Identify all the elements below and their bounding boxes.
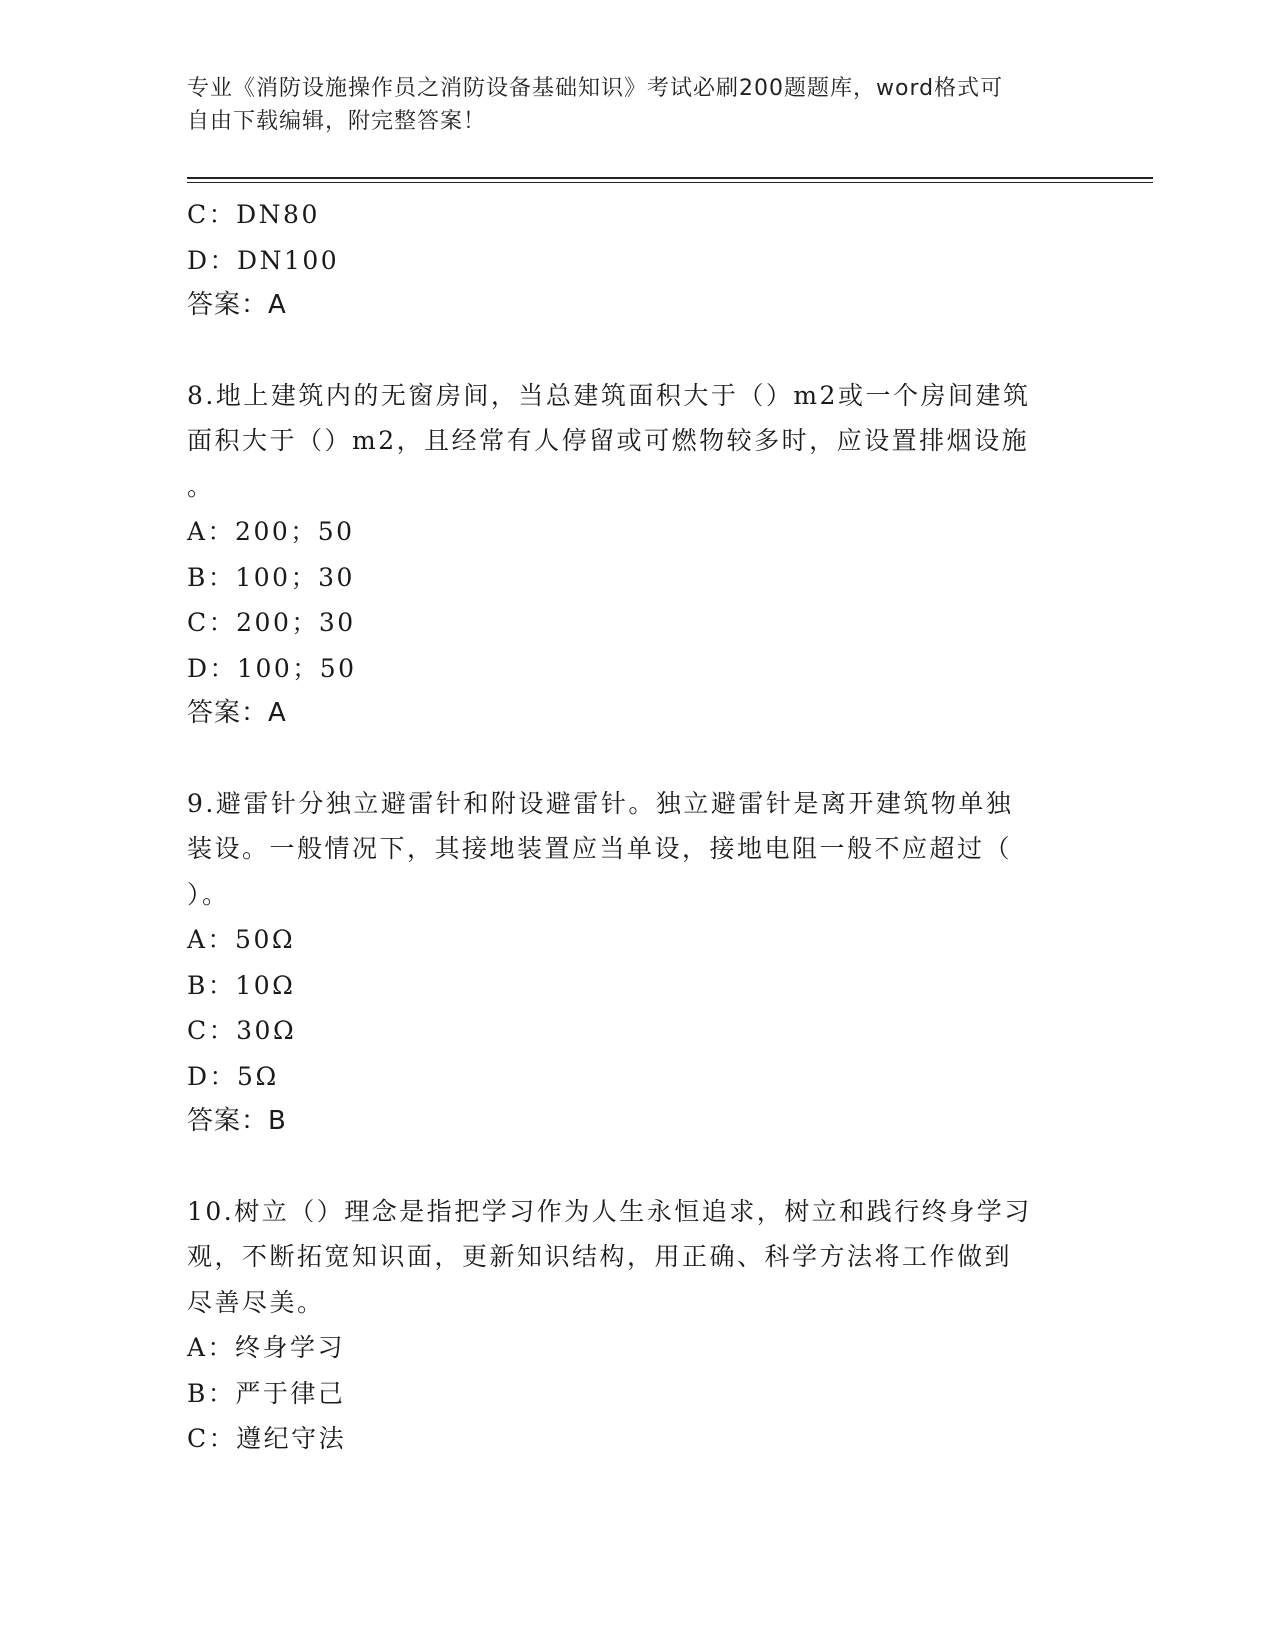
- question-7: [187, 192, 1067, 329]
- option-d: D：DN100: [187, 245, 340, 275]
- question-stem: 。: [187, 471, 215, 501]
- header-line: 自由下载编辑，附完整答案！: [187, 109, 487, 134]
- option-c: C：DN80: [187, 200, 320, 229]
- question-stem: 8.地上建筑内的无窗房间，当总建筑面积大于（）m2或一个房间建筑: [187, 380, 1031, 410]
- document-header: [187, 72, 1067, 138]
- option-d: D：5Ω: [187, 1061, 279, 1091]
- question-stem: ）。: [187, 879, 230, 909]
- option-c: C：200；30: [187, 608, 356, 637]
- question-stem: 9.避雷针分独立避雷针和附设避雷针。独立避雷针是离开建筑物单独: [187, 788, 1014, 818]
- header-divider: [187, 177, 1153, 179]
- option-b: B：严于律己: [187, 1378, 346, 1408]
- question-9: [187, 781, 1067, 1145]
- header-divider-thin: [187, 182, 1153, 183]
- option-b: B：100；30: [187, 562, 355, 592]
- answer-line: 答案：A: [187, 698, 287, 728]
- header-line: 专业《消防设施操作员之消防设备基础知识》考试必刷200题题库，word格式可: [187, 76, 1004, 101]
- question-stem: 尽善尽美。: [187, 1287, 325, 1317]
- answer-line: 答案：A: [187, 290, 287, 320]
- question-list: [187, 192, 1067, 1462]
- question-10: [187, 1189, 1067, 1462]
- option-c: C：30Ω: [187, 1016, 297, 1045]
- option-a: A：200；50: [187, 517, 355, 546]
- option-c: C：遵纪守法: [187, 1424, 347, 1453]
- question-stem: 观，不断拓宽知识面，更新知识结构，用正确、科学方法将工作做到: [187, 1242, 1013, 1271]
- option-a: A：50Ω: [187, 925, 296, 954]
- question-stem: 装设。一般情况下，其接地装置应当单设，接地电阻一般不应超过（: [187, 834, 1013, 863]
- answer-line: 答案：B: [187, 1106, 287, 1136]
- option-b: B：10Ω: [187, 970, 296, 1000]
- question-stem: 10.树立（）理念是指把学习作为人生永恒追求，树立和践行终身学习: [187, 1196, 1032, 1226]
- question-stem: 面积大于（）m2，且经常有人停留或可燃物较多时，应设置排烟设施: [187, 426, 1030, 455]
- question-8: [187, 373, 1067, 737]
- option-d: D：100；50: [187, 653, 357, 683]
- option-a: A：终身学习: [187, 1333, 346, 1362]
